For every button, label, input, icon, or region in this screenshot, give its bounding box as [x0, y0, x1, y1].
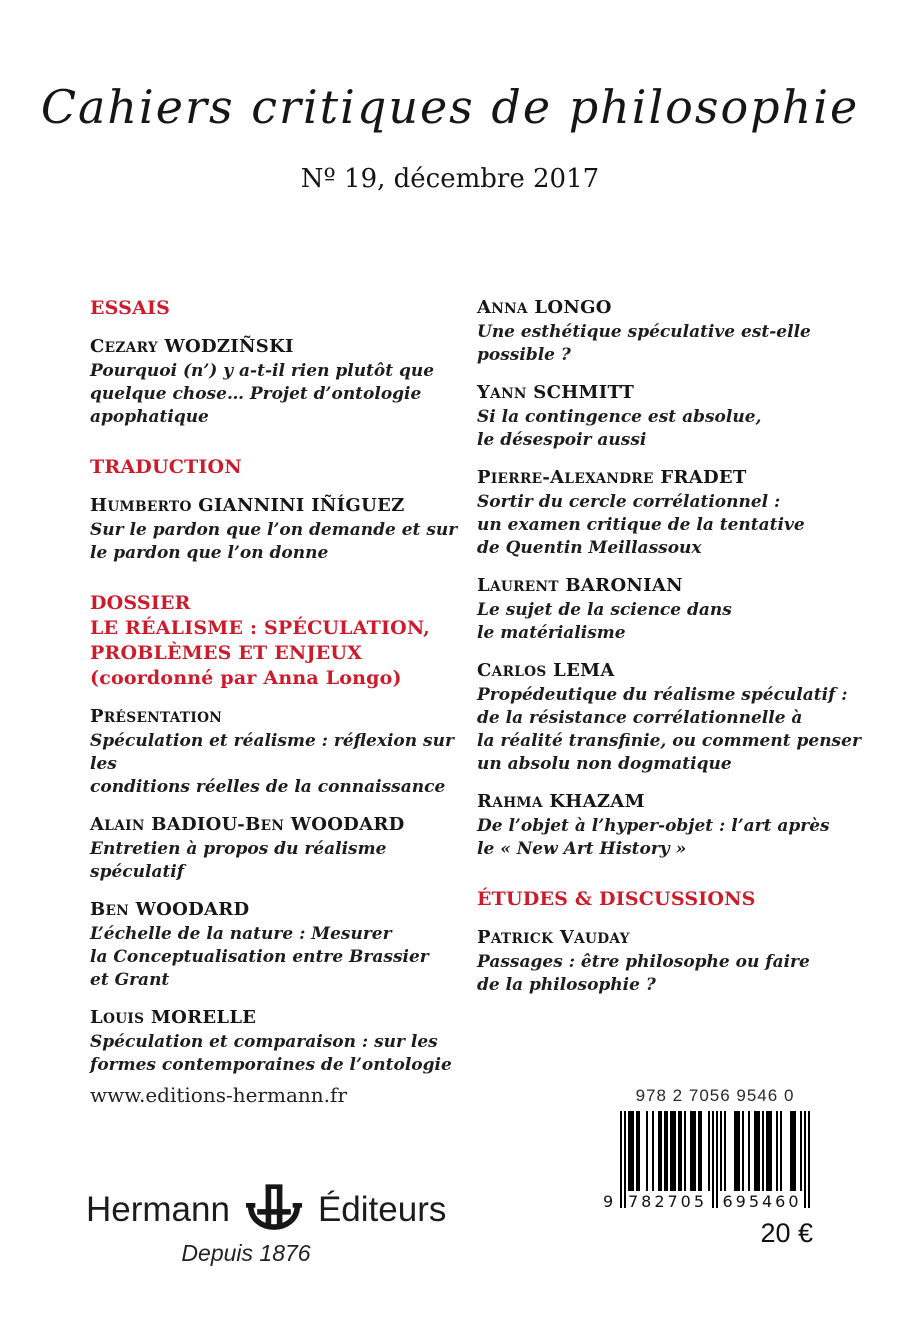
entry-title: Une esthétique spéculative est-elle possible ? — [477, 322, 811, 365]
entry-author: CEZARY WODZIÑSKI — [90, 336, 294, 357]
hermann-logo-icon — [244, 1182, 304, 1238]
price: 20 € — [760, 1218, 813, 1248]
entry-title: Sortir du cercle corrélationnel : un examen critique de la tentative de Quentin Meillassoux — [477, 492, 805, 558]
entry-title: Propédeutique du réalisme spéculatif : de la résistance corrélationnelle à la réalité transfinie, ou comment penser un absolu non dogmatique — [477, 685, 861, 774]
entry-author: HUMBERTO GIANNINI IÑÍGUEZ — [90, 495, 405, 516]
barcode-bar — [808, 1111, 810, 1208]
entry-title: Passages : être philosophe ou faire de la philosophie ? — [477, 952, 810, 995]
entry-author: PIERRE-ALEXANDRE FRADET — [477, 467, 747, 488]
entry-author: ALAIN BADIOU-BEN WOODARD — [90, 814, 405, 835]
toc-entry — [90, 335, 477, 429]
toc-entry — [90, 705, 477, 799]
toc-entry — [477, 296, 864, 367]
toc-entry — [90, 1006, 477, 1077]
toc-entry — [90, 813, 477, 884]
header — [0, 80, 900, 194]
entry-author: ANNA LONGO — [477, 297, 612, 318]
section-heading: DOSSIER LE RÉALISME : SPÉCULATION, PROBLÈMES ET ENJEUX (coordonné par Anna Longo) — [90, 592, 430, 689]
entry-author: PRÉSENTATION — [90, 706, 223, 727]
toc-entry — [477, 466, 864, 560]
publisher-suffix: Éditeurs — [317, 1190, 447, 1229]
publisher-website: www.editions-hermann.fr — [90, 1083, 348, 1107]
barcode-digit-first: 9 — [603, 1192, 617, 1211]
toc-column-left — [90, 296, 477, 1091]
entry-title: Pourquoi (n’) y a-t-il rien plutôt que quelque chose… Projet d’ontologie apophatique — [90, 361, 435, 427]
ean-barcode — [603, 1111, 810, 1211]
journal-title: Cahiers critiques de philosophie — [40, 80, 860, 134]
entry-author: RAHMA KHAZAM — [477, 791, 645, 812]
entry-title: Si la contingence est absolue, le désespoir aussi — [477, 407, 762, 450]
publisher-logo-block — [86, 1182, 446, 1267]
section-heading: ÉTUDES & DISCUSSIONS — [477, 888, 756, 910]
publisher-since: Depuis 1876 — [181, 1240, 311, 1266]
table-of-contents — [90, 296, 864, 1091]
toc-entry — [477, 381, 864, 452]
toc-entry — [477, 790, 864, 861]
entry-author: PATRICK VAUDAY — [477, 927, 630, 948]
toc-column-right — [477, 296, 864, 1091]
toc-entry — [90, 494, 477, 565]
entry-title: Le sujet de la science dans le matérialisme — [477, 600, 732, 643]
section-heading: TRADUCTION — [90, 456, 242, 478]
entry-title: De l’objet à l’hyper-objet : l’art après le « New Art History » — [477, 816, 830, 859]
section-heading: ESSAIS — [90, 297, 171, 319]
toc-entry — [477, 926, 864, 997]
entry-title: Sur le pardon que l’on demande et sur le pardon que l’on donne — [90, 520, 458, 563]
toc-entry — [90, 898, 477, 992]
entry-author: LOUIS MORELLE — [90, 1007, 257, 1028]
entry-title: Spéculation et réalisme : réflexion sur les conditions réelles de la connaissance — [90, 731, 454, 797]
entry-author: LAURENT BARONIAN — [477, 575, 683, 596]
entry-title: Entretien à propos du réalisme spéculatif — [90, 839, 387, 882]
barcode-digits-left: 782705 — [627, 1192, 708, 1211]
barcode-digits-right: 695460 — [722, 1192, 802, 1211]
issue-number: Nº 19, décembre 2017 — [300, 164, 600, 194]
entry-author: YANN SCHMITT — [477, 382, 635, 403]
publisher-name: Hermann — [86, 1190, 230, 1229]
toc-entry — [477, 659, 864, 776]
toc-entry — [477, 574, 864, 645]
publisher-row — [86, 1182, 446, 1238]
entry-author: CARLOS LEMA — [477, 660, 615, 681]
barcode-block — [603, 1086, 813, 1249]
entry-title: L’échelle de la nature : Mesurer la Conceptualisation entre Brassier et Grant — [90, 924, 429, 990]
entry-author: BEN WOODARD — [90, 899, 250, 920]
entry-title: Spéculation et comparaison : sur les formes contemporaines de l’ontologie — [90, 1032, 452, 1075]
isbn-number: 978 2 7056 9546 0 — [635, 1086, 795, 1105]
